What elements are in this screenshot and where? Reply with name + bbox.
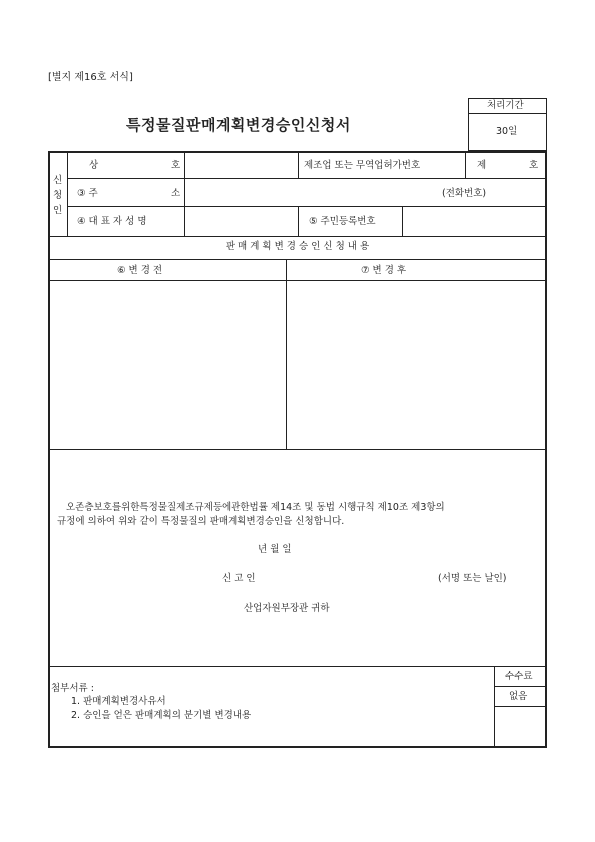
representative-name-label: ④ 대 표 자 성 명 xyxy=(77,216,147,227)
license-label-right xyxy=(465,152,466,178)
applicant-side-char-3: 인 xyxy=(53,205,63,216)
license-suffix: 호 xyxy=(529,160,539,171)
license-label-left xyxy=(298,152,299,178)
company-label-part-2: 호 xyxy=(171,160,181,171)
resident-label-right xyxy=(402,206,403,236)
attachments-label: 첨부서류 : xyxy=(51,683,94,694)
attachments-divider xyxy=(49,666,546,667)
fee-label-divider xyxy=(494,686,546,687)
row-divider-2 xyxy=(67,206,546,207)
applicant-signature-field[interactable] xyxy=(270,568,430,586)
form-number-label: [별지 제16호 서식] xyxy=(48,72,133,83)
row-divider-1 xyxy=(67,178,546,179)
after-change-label: ⑦ 변 경 후 xyxy=(361,265,407,276)
before-after-divider xyxy=(286,259,287,449)
attachment-item-2: 2. 승인을 얻은 판매계획의 분기별 변경내용 xyxy=(71,710,252,721)
request-content-header: 판 매 계 획 변 경 승 인 신 청 내 용 xyxy=(225,241,370,252)
label-column-divider xyxy=(184,152,185,236)
after-change-field[interactable] xyxy=(288,282,544,447)
address-label-part-1: ③ 주 xyxy=(77,188,98,199)
applicant-side-divider xyxy=(67,152,68,236)
company-name-field[interactable] xyxy=(186,154,296,176)
page-title: 특정물질판매계획변경승인신청서 xyxy=(126,116,351,134)
date-line: 년 월 일 xyxy=(258,544,292,555)
license-number-label: 제조업 또는 무역업허가번호 xyxy=(304,160,421,171)
fee-label: 수수료 xyxy=(505,671,533,682)
column-header-divider xyxy=(49,280,546,281)
declaration-line-2: 규정에 의하여 위와 같이 특정물질의 판매계획변경승인을 신청합니다. xyxy=(57,516,345,527)
phone-number-note: (전화번호) xyxy=(442,188,487,199)
company-label-part-1: 상 xyxy=(89,160,99,171)
processing-period-divider xyxy=(468,113,547,114)
license-prefix: 제 xyxy=(477,160,487,171)
row-divider-3 xyxy=(49,236,546,237)
processing-period-value: 30일 xyxy=(496,126,518,137)
resident-number-field[interactable] xyxy=(404,208,544,234)
recipient-line: 산업자원부장관 귀하 xyxy=(244,603,330,614)
applicant-side-char-2: 청 xyxy=(53,190,63,201)
fee-value-divider xyxy=(494,706,546,707)
declaration-line-1: 오존층보호를위한특정물질제조규제등에관한법률 제14조 및 동법 시행규칙 제10조 제3항의 xyxy=(66,502,445,513)
signature-note: (서명 또는 날인) xyxy=(438,573,507,584)
content-header-divider xyxy=(49,259,546,260)
resident-label-left xyxy=(298,206,299,236)
processing-period-label: 처리기간 xyxy=(487,100,524,111)
before-change-label: ⑥ 변 경 전 xyxy=(117,265,163,276)
resident-number-label: ⑤ 주민등록번호 xyxy=(309,216,376,227)
attachment-item-1: 1. 판매계획변경사유서 xyxy=(71,696,166,707)
fee-value: 없음 xyxy=(509,691,528,702)
applicant-signature-label: 신 고 인 xyxy=(222,573,256,584)
address-label-part-2: 소 xyxy=(171,188,181,199)
representative-name-field[interactable] xyxy=(186,208,296,234)
content-bottom-divider xyxy=(49,449,546,450)
before-change-field[interactable] xyxy=(50,282,284,447)
address-field[interactable] xyxy=(186,180,544,204)
applicant-side-char-1: 신 xyxy=(53,175,63,186)
